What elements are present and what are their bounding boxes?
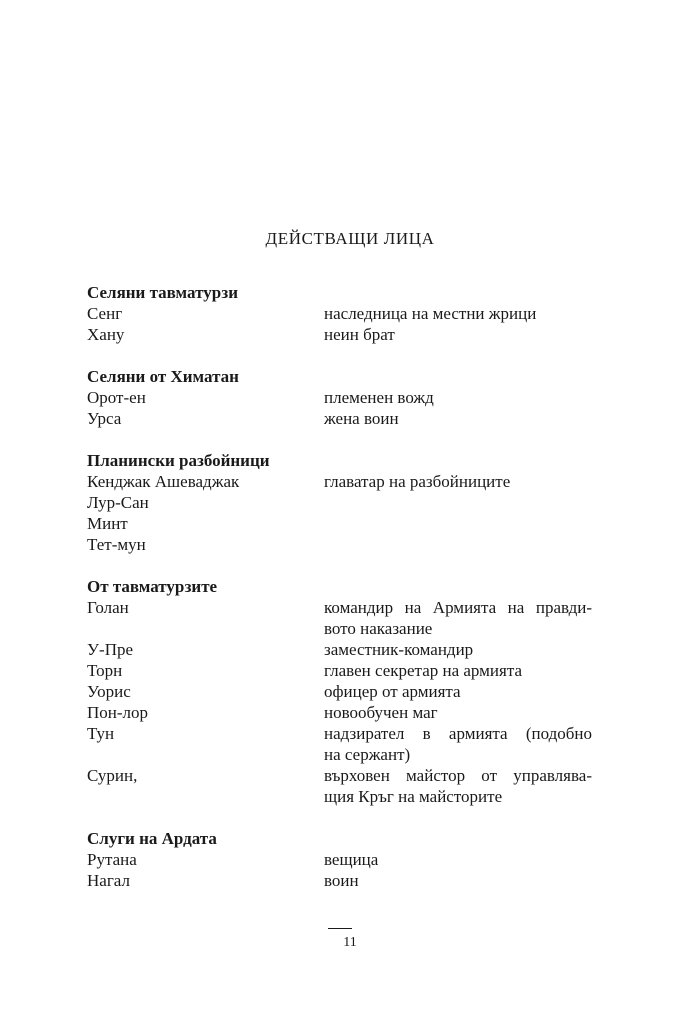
character-row [87,471,592,492]
character-name: Орот-ен [87,388,146,407]
character-name: Торн [87,661,123,680]
character-row [87,534,592,555]
character-role-line: командир на Армията на правди- [324,598,592,617]
character-role-line: неин брат [324,325,395,344]
cast-section [87,576,592,807]
character-row [87,681,592,702]
section-heading: Планински разбойници [87,451,270,470]
character-row [87,387,592,408]
section-heading: От тавматурзите [87,577,218,596]
character-name: Сурин, [87,766,138,785]
character-row [87,303,592,324]
character-name: Тун [87,724,115,743]
character-role-line: племенен вожд [324,388,434,407]
character-row [87,408,592,429]
character-role [324,870,592,891]
character-name: Хану [87,325,125,344]
cast-section [87,828,592,891]
character-role-line: на сержант) [324,745,411,764]
character-role [324,303,592,324]
section-heading: Слуги на Ардата [87,829,217,848]
cast-section [87,282,592,345]
character-role [324,597,592,639]
character-name: Тет-мун [87,535,146,554]
character-role [324,702,592,723]
character-row [87,660,592,681]
character-row [87,723,592,765]
character-row [87,849,592,870]
character-name: Лур-Сан [87,493,149,512]
character-name: Кенджак Ашеваджак [87,472,240,491]
character-name: Нагал [87,871,130,890]
character-name: Урса [87,409,122,428]
character-role-line: офицер от армията [324,682,461,701]
character-role-line: надзирател в армията (подобно [324,724,592,743]
character-row [87,870,592,891]
character-role [324,723,592,765]
cast-list [87,282,592,912]
character-role-line: върховен майстор от управлява- [324,766,592,785]
character-role [324,408,592,429]
character-row [87,324,592,345]
character-name: Голан [87,598,129,617]
section-heading: Селяни тавматурзи [87,283,238,302]
character-row [87,513,592,534]
character-role [324,324,592,345]
cast-section [87,450,592,555]
character-name: Уорис [87,682,131,701]
character-name: Рутана [87,850,137,869]
character-role-line: новообучен маг [324,703,438,722]
character-row [87,597,592,639]
character-role-line: главен секретар на армията [324,661,523,680]
character-role [324,765,592,807]
character-role [324,639,592,660]
character-role-line: главатар на разбойниците [324,472,511,491]
page-number: 11 [343,935,357,950]
character-role-line: щия Кръг на майсторите [324,787,503,806]
character-role [324,387,592,408]
character-role-line: воин [324,871,359,890]
character-role-line: наследница на местни жрици [324,304,537,323]
character-name: Минт [87,514,128,533]
character-name: Пон-лор [87,703,149,722]
character-role [324,660,592,681]
character-name: Сенг [87,304,123,323]
character-role-line: вещица [324,850,379,869]
character-row [87,765,592,807]
character-role-line: вото наказание [324,619,433,638]
character-role-line: заместник-командир [324,640,474,659]
character-name: У-Пре [87,640,134,659]
page-number-rule [328,928,352,929]
character-row [87,639,592,660]
character-role [324,471,592,492]
character-row [87,492,592,513]
character-role-line: жена воин [324,409,399,428]
character-role [324,849,592,870]
section-heading: Селяни от Химатан [87,367,239,386]
page-title: ДЕЙСТВАЩИ ЛИЦА [265,229,435,248]
cast-section [87,366,592,429]
character-role [324,681,592,702]
character-row [87,702,592,723]
